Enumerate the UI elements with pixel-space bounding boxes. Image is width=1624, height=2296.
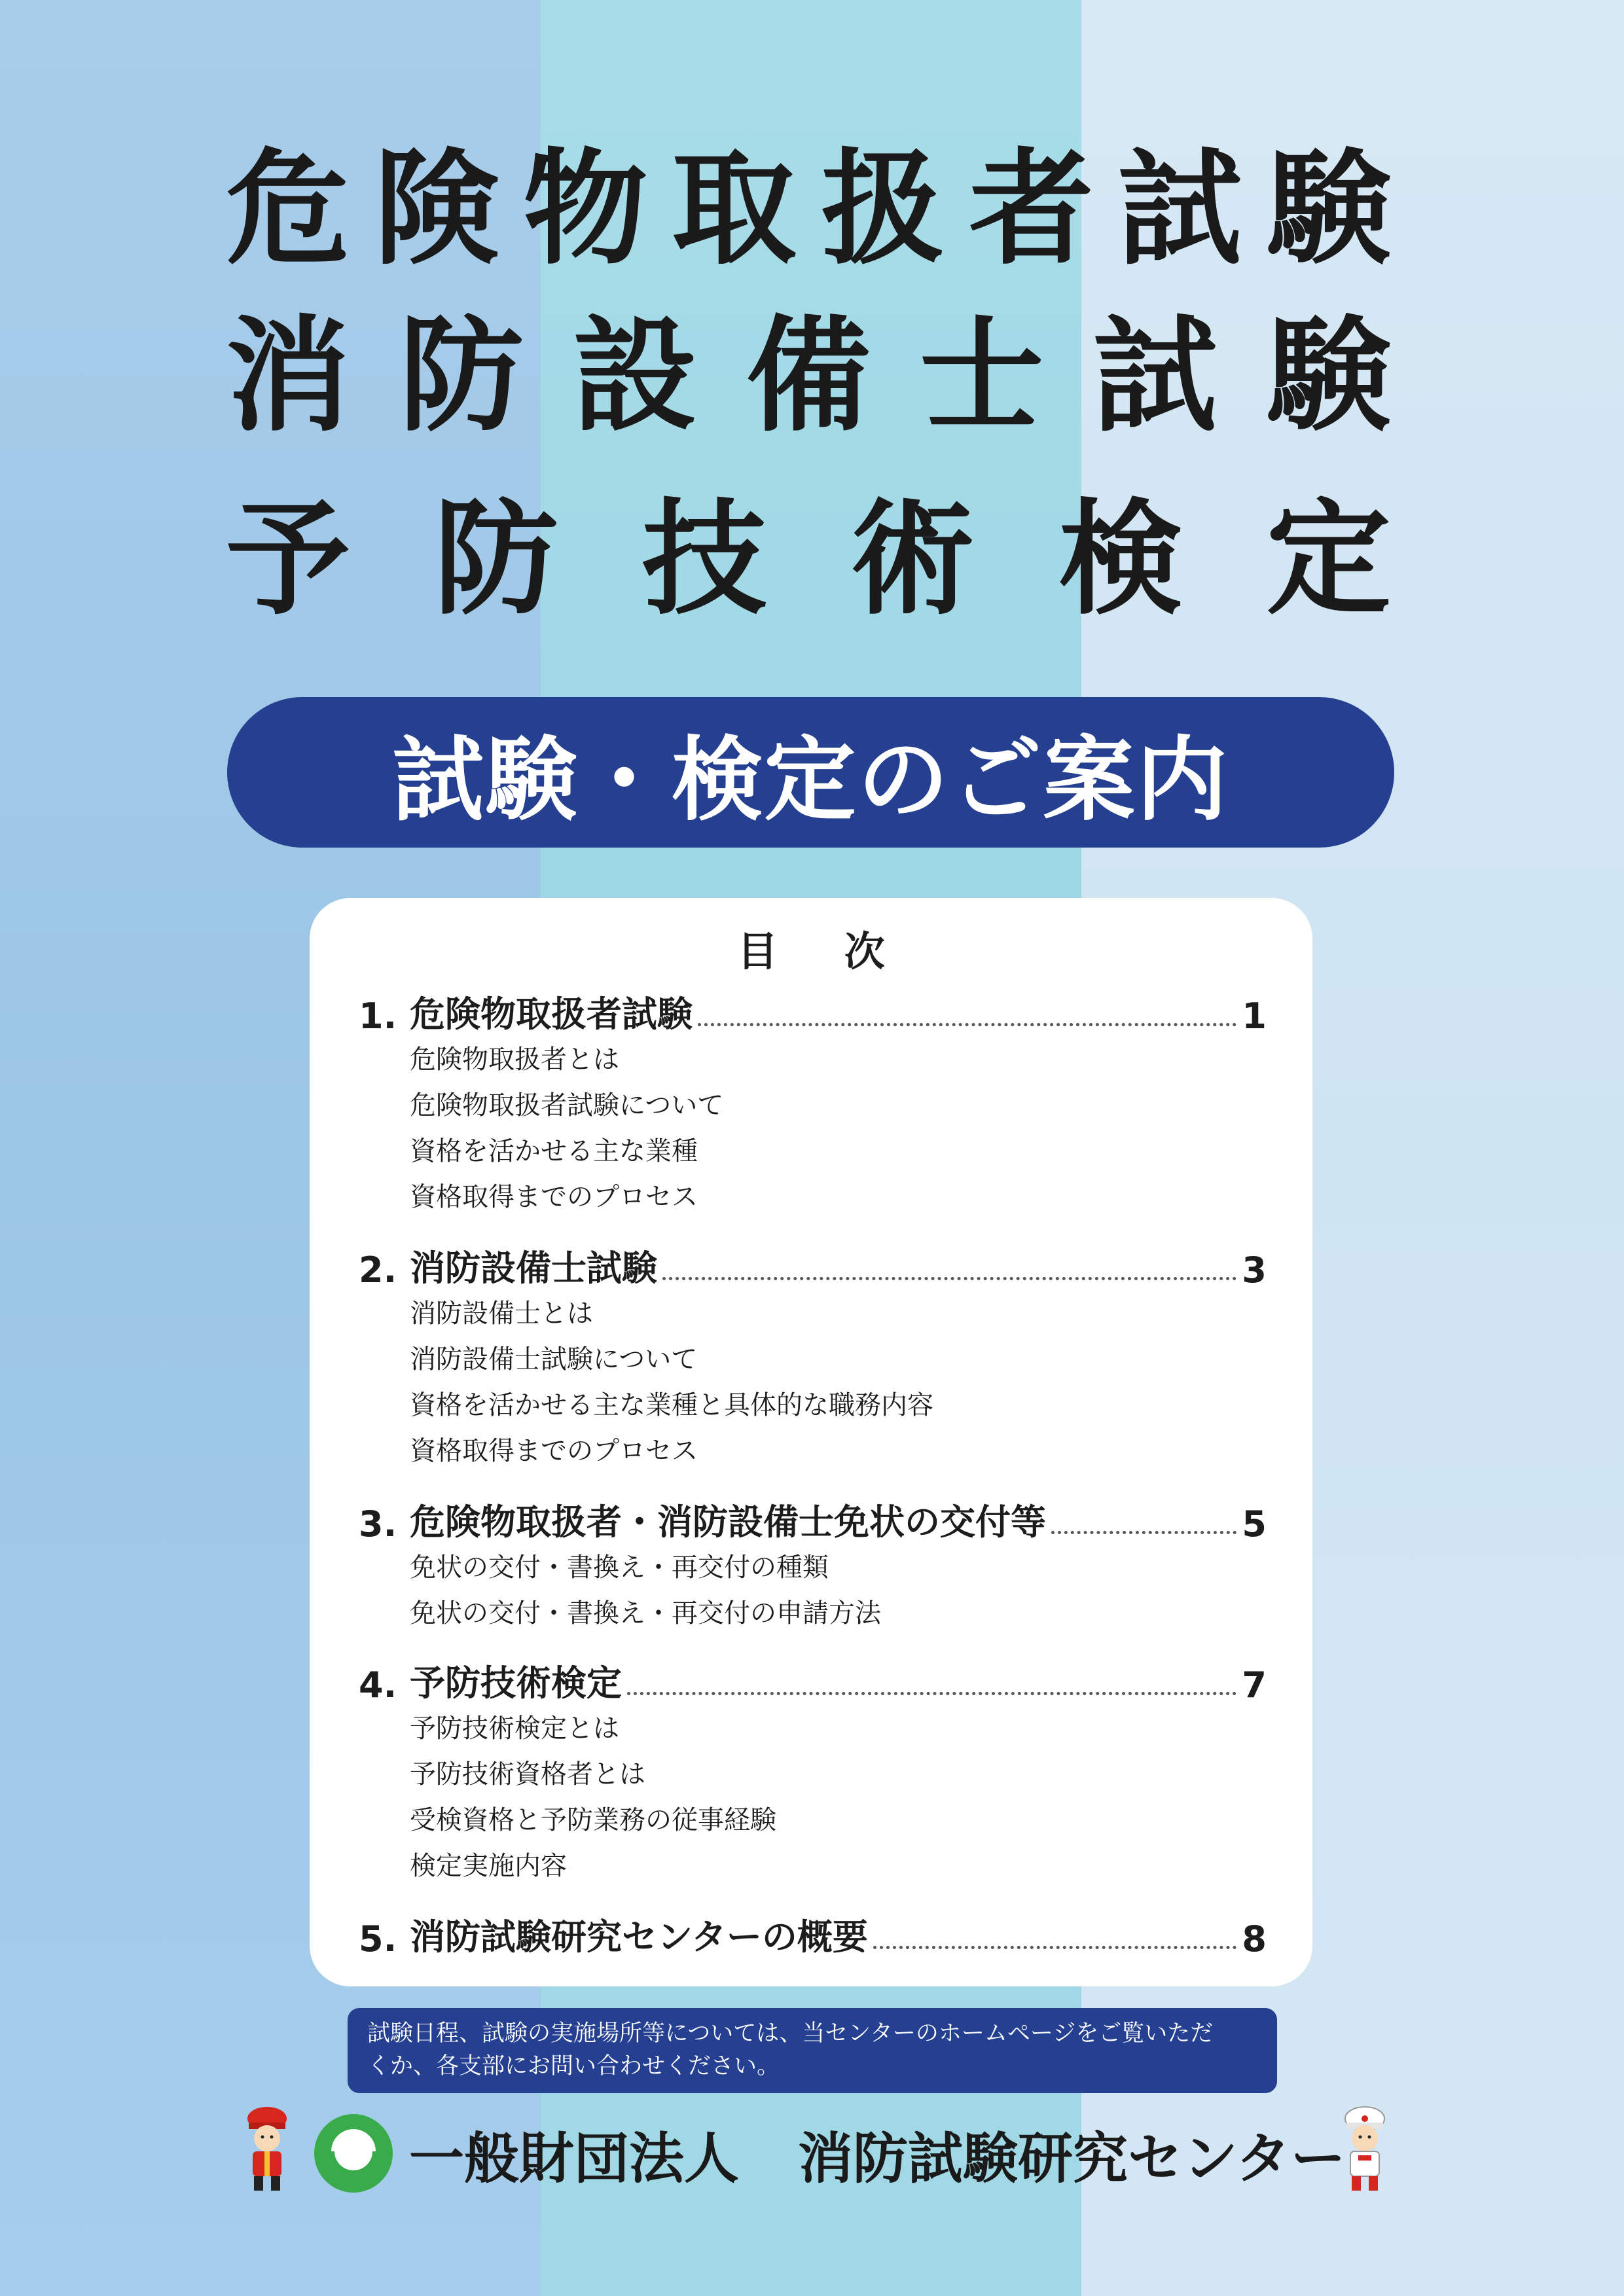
leader-dots bbox=[1051, 1531, 1236, 1534]
title-char: 者 bbox=[969, 137, 1094, 281]
toc-section-3 bbox=[359, 1498, 1267, 1636]
page-number: 5 bbox=[1242, 1503, 1267, 1545]
title-char: 防 bbox=[399, 304, 524, 448]
notice-line-2: くか、各支部にお問い合わせください。 bbox=[367, 2053, 780, 2079]
title-char: 防 bbox=[433, 487, 558, 632]
toc-item: 受検資格と予防業務の従事経験 bbox=[410, 1805, 776, 1835]
toc-section-5 bbox=[359, 1912, 1267, 1960]
title-char: 険 bbox=[374, 137, 499, 281]
title-char: 験 bbox=[1266, 137, 1391, 281]
title-char: 術 bbox=[850, 487, 975, 632]
title-char: 危 bbox=[226, 137, 351, 281]
leader-dots bbox=[873, 1946, 1237, 1949]
title-char: 設 bbox=[572, 304, 697, 448]
firefighter-mascot-icon bbox=[241, 2104, 293, 2193]
section-title: 危険物取扱者・消防設備士免状の交付等 bbox=[410, 1501, 1046, 1543]
toc-item: 消防設備士とは bbox=[410, 1299, 593, 1329]
footer bbox=[0, 2104, 1624, 2202]
org-title: 消防試験研究センター bbox=[798, 2126, 1346, 2191]
toc-item: 危険物取扱者試験について bbox=[410, 1090, 724, 1121]
toc-section-link[interactable] bbox=[359, 1912, 1267, 1960]
title-char: 取 bbox=[672, 137, 797, 281]
org-type: 一般財団法人 bbox=[409, 2126, 740, 2191]
toc-section-link[interactable] bbox=[359, 1659, 1267, 1706]
toc-section-link[interactable] bbox=[359, 1244, 1267, 1291]
title-line-3 bbox=[226, 484, 1391, 635]
toc-item: 予防技術検定とは bbox=[410, 1713, 619, 1744]
inspector-mascot-icon bbox=[1339, 2104, 1391, 2193]
toc-item: 予防技術資格者とは bbox=[410, 1759, 645, 1789]
notice-box bbox=[348, 2008, 1277, 2093]
foundation-logo-icon bbox=[312, 2112, 395, 2195]
title-char: 検 bbox=[1058, 487, 1183, 632]
title-line-2 bbox=[226, 301, 1391, 452]
page-number: 7 bbox=[1242, 1664, 1267, 1706]
toc-item: 資格を活かせる主な業種と具体的な職務内容 bbox=[410, 1390, 933, 1420]
toc-section-link[interactable] bbox=[359, 990, 1267, 1037]
leader-dots bbox=[627, 1692, 1236, 1695]
title-char: 消 bbox=[226, 304, 351, 448]
toc-item: 資格取得までのプロセス bbox=[410, 1436, 698, 1466]
toc-heading: 目 次 bbox=[737, 927, 911, 975]
toc-item: 資格取得までのプロセス bbox=[410, 1182, 698, 1212]
table-of-contents bbox=[310, 898, 1312, 1986]
toc-item: 免状の交付・書換え・再交付の申請方法 bbox=[410, 1598, 881, 1628]
section-number: 1. bbox=[359, 996, 397, 1037]
title-char: 物 bbox=[523, 137, 648, 281]
title-char: 験 bbox=[1266, 304, 1391, 448]
title-char: 士 bbox=[919, 304, 1044, 448]
toc-section-2 bbox=[359, 1244, 1267, 1474]
title-char: 試 bbox=[1117, 137, 1242, 281]
toc-item: 資格を活かせる主な業種 bbox=[410, 1136, 698, 1166]
toc-section-link[interactable] bbox=[359, 1498, 1267, 1545]
section-title: 予防技術検定 bbox=[410, 1662, 622, 1704]
title-char: 予 bbox=[226, 487, 351, 632]
title-char: 扱 bbox=[820, 137, 945, 281]
title-char: 備 bbox=[746, 304, 871, 448]
title-char: 定 bbox=[1266, 487, 1391, 632]
toc-item: 検定実施内容 bbox=[410, 1851, 567, 1881]
toc-item: 危険物取扱者とは bbox=[410, 1045, 619, 1075]
section-title: 消防試験研究センターの概要 bbox=[410, 1916, 868, 1958]
title-char: 試 bbox=[1092, 304, 1218, 448]
section-number: 2. bbox=[359, 1249, 397, 1291]
section-number: 3. bbox=[359, 1503, 397, 1545]
leader-dots bbox=[662, 1277, 1236, 1280]
guide-banner bbox=[227, 697, 1394, 848]
toc-section-4 bbox=[359, 1659, 1267, 1889]
page-number: 8 bbox=[1242, 1918, 1267, 1960]
title-char: 技 bbox=[641, 487, 767, 632]
page-number: 3 bbox=[1242, 1249, 1267, 1291]
page-number: 1 bbox=[1242, 996, 1267, 1037]
toc-item: 消防設備士試験について bbox=[410, 1344, 698, 1374]
section-number: 4. bbox=[359, 1664, 397, 1706]
toc-section-1 bbox=[359, 990, 1267, 1220]
organization-name bbox=[409, 2115, 1346, 2194]
title-line-1 bbox=[226, 134, 1391, 285]
notice-line-1: 試験日程、試験の実施場所等については、当センターのホームページをご覧いただ bbox=[367, 2020, 1214, 2047]
banner-text: 試験・検定のご案内 bbox=[392, 726, 1229, 834]
section-title: 消防設備士試験 bbox=[410, 1247, 657, 1289]
section-title: 危険物取扱者試験 bbox=[410, 994, 693, 1035]
toc-item: 免状の交付・書換え・再交付の種類 bbox=[410, 1552, 829, 1583]
section-number: 5. bbox=[359, 1918, 397, 1960]
leader-dots bbox=[698, 1023, 1236, 1026]
